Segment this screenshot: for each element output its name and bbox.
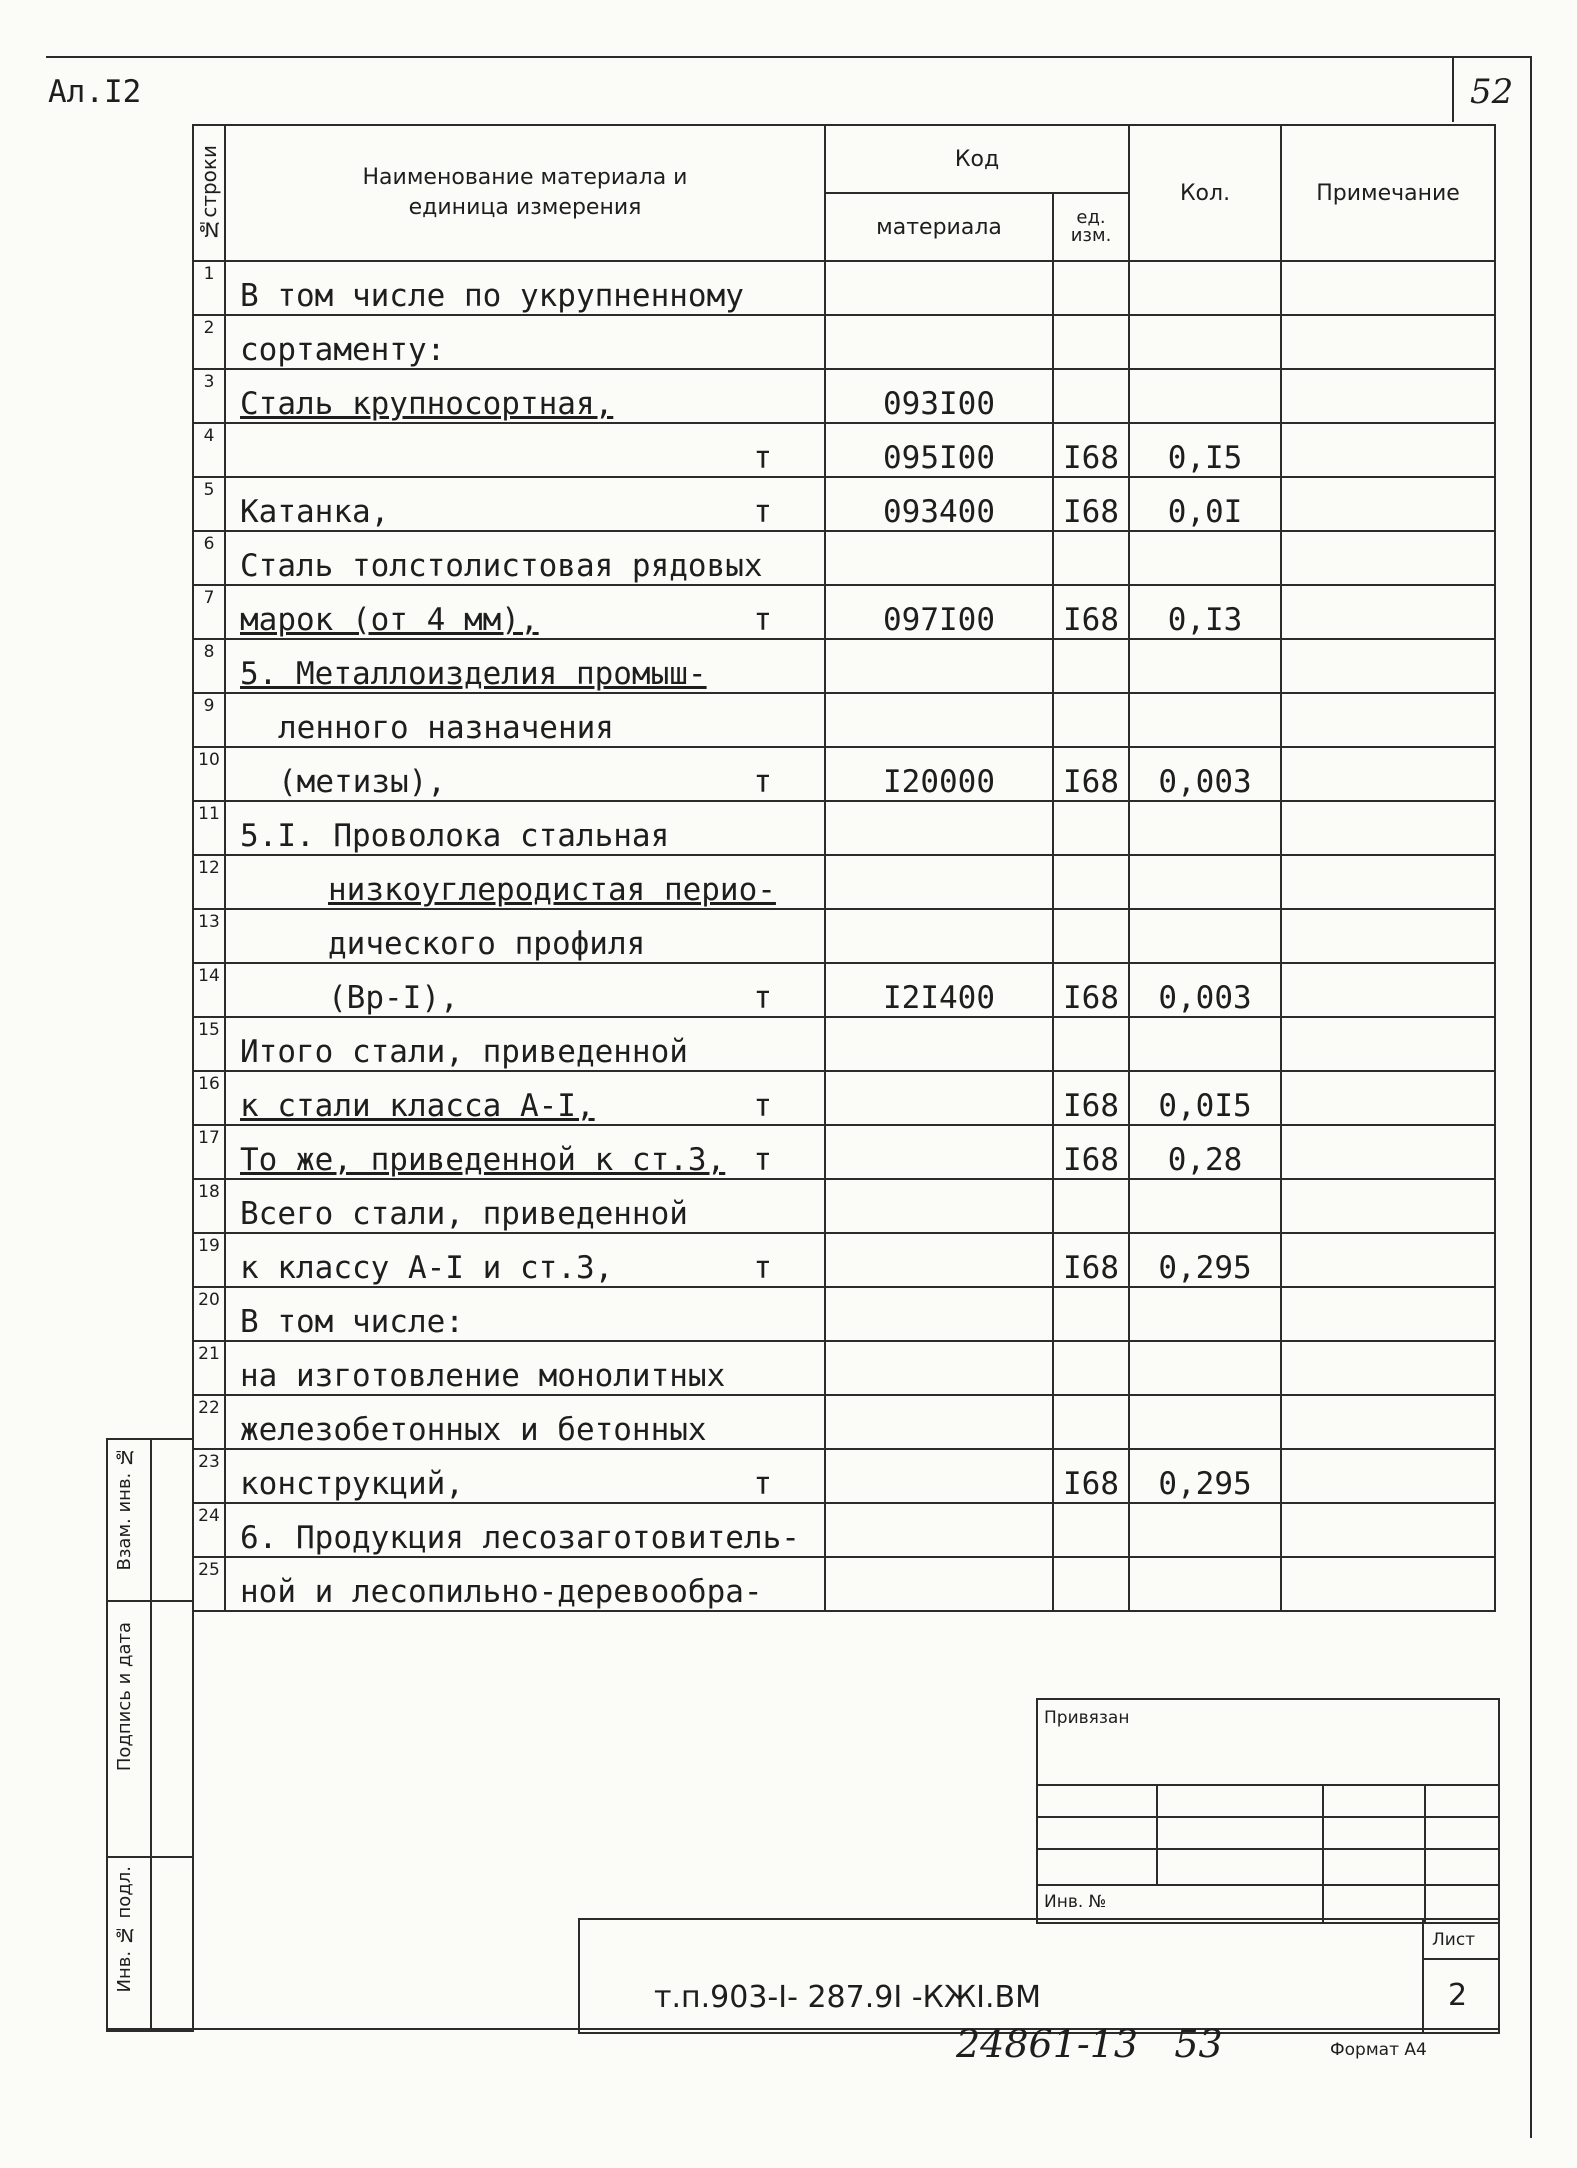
- unit-t-text: т: [753, 980, 772, 1016]
- unit-code-cell: [1053, 531, 1129, 585]
- material-name-cell: [225, 963, 825, 1017]
- material-name-text: к стали класса А-I,: [240, 1088, 595, 1124]
- note-cell: [1281, 639, 1495, 693]
- quantity-cell: [1129, 1341, 1281, 1395]
- material-code-cell: [825, 1557, 1053, 1611]
- unit-code-cell: [1053, 693, 1129, 747]
- material-name-cell: [225, 1395, 825, 1449]
- note-cell: [1281, 1341, 1495, 1395]
- table-row: [193, 639, 1495, 693]
- quantity-cell: [1129, 1503, 1281, 1557]
- material-code-cell: [825, 855, 1053, 909]
- note-cell: [1281, 693, 1495, 747]
- note-cell: [1281, 747, 1495, 801]
- table-row: [193, 747, 1495, 801]
- privyazan-block: [1036, 1698, 1500, 1924]
- unit-code-cell: I68: [1053, 1233, 1129, 1287]
- handwritten-number: 24861-13 53: [956, 2022, 1223, 2066]
- unit-t-text: т: [753, 1088, 772, 1124]
- material-code-cell: [825, 1341, 1053, 1395]
- material-name-text: 6. Продукция лесозаготовитель-: [240, 1520, 800, 1556]
- row-number-cell: 20: [193, 1287, 225, 1341]
- unit-t-text: т: [753, 1142, 772, 1178]
- row-number-cell: 19: [193, 1233, 225, 1287]
- note-cell: [1281, 1179, 1495, 1233]
- list-label: Лист: [1432, 1930, 1476, 1950]
- row-number-cell: 6: [193, 531, 225, 585]
- material-name-cell: [225, 855, 825, 909]
- row-number-cell: 21: [193, 1341, 225, 1395]
- table-row: [193, 801, 1495, 855]
- material-code-cell: [825, 1233, 1053, 1287]
- material-code-cell: [825, 1503, 1053, 1557]
- material-code-cell: I2I400: [825, 963, 1053, 1017]
- table-row: [193, 369, 1495, 423]
- table-row: [193, 1071, 1495, 1125]
- material-name-text: Всего стали, приведенной: [240, 1196, 688, 1232]
- unit-t-text: т: [753, 602, 772, 638]
- material-code-cell: [825, 693, 1053, 747]
- material-code-cell: 093I00: [825, 369, 1053, 423]
- material-name-cell: [225, 1503, 825, 1557]
- material-name-cell: [225, 1449, 825, 1503]
- quantity-cell: [1129, 1395, 1281, 1449]
- material-name-text: конструкций,: [240, 1466, 464, 1502]
- note-cell: [1281, 1071, 1495, 1125]
- material-name-cell: [225, 1557, 825, 1611]
- table-row: [193, 585, 1495, 639]
- left-border: [192, 124, 194, 2030]
- table-row: [193, 1125, 1495, 1179]
- table-row: [193, 909, 1495, 963]
- quantity-cell: [1129, 909, 1281, 963]
- table-row: [193, 1017, 1495, 1071]
- material-name-cell: [225, 477, 825, 531]
- material-name-text: Сталь толстолистовая рядовых: [240, 548, 763, 584]
- material-name-cell: [225, 1179, 825, 1233]
- material-code-cell: [825, 1125, 1053, 1179]
- material-name-cell: [225, 801, 825, 855]
- page-mark: 52: [1470, 72, 1514, 112]
- quantity-cell: [1129, 639, 1281, 693]
- quantity-cell: 0,28: [1129, 1125, 1281, 1179]
- table-row: [193, 1287, 1495, 1341]
- unit-code-cell: [1053, 1287, 1129, 1341]
- material-code-cell: [825, 801, 1053, 855]
- inv-podl-label: Инв. № подл.: [114, 1866, 135, 1993]
- unit-t-text: т: [753, 440, 772, 476]
- note-cell: [1281, 585, 1495, 639]
- material-name-cell: [225, 1287, 825, 1341]
- row-number-header: №строки: [193, 125, 225, 261]
- material-name-cell: [225, 423, 825, 477]
- table-row: [193, 855, 1495, 909]
- note-cell: [1281, 1017, 1495, 1071]
- note-cell: [1281, 1125, 1495, 1179]
- unit-code-cell: I68: [1053, 477, 1129, 531]
- row-number-cell: 1: [193, 261, 225, 315]
- material-code-cell: [825, 639, 1053, 693]
- page-mark-divider: [1452, 56, 1454, 122]
- material-name-text: низкоуглеродистая перио-: [328, 872, 776, 908]
- quantity-cell: 0,I3: [1129, 585, 1281, 639]
- material-code-cell: [825, 315, 1053, 369]
- material-name-cell: [225, 261, 825, 315]
- table-row: [193, 261, 1495, 315]
- unit-code-cell: I68: [1053, 1071, 1129, 1125]
- row-number-cell: 12: [193, 855, 225, 909]
- material-name-text: 5.I. Проволока стальная: [240, 818, 670, 854]
- material-name-cell: [225, 747, 825, 801]
- material-code-cell: [825, 909, 1053, 963]
- row-number-cell: 23: [193, 1449, 225, 1503]
- quantity-cell: 0,295: [1129, 1449, 1281, 1503]
- material-code-cell: 097I00: [825, 585, 1053, 639]
- material-name-text: к классу А-I и ст.3,: [240, 1250, 614, 1286]
- row-number-cell: 17: [193, 1125, 225, 1179]
- note-cell: [1281, 477, 1495, 531]
- row-number-cell: 5: [193, 477, 225, 531]
- material-name-text: на изготовление монолитных: [240, 1358, 726, 1394]
- material-name-text: (Вр-I),: [328, 980, 459, 1016]
- material-name-text: сортаменту:: [240, 332, 446, 368]
- material-name-text: марок (от 4 мм),: [240, 602, 539, 638]
- unit-code-cell: [1053, 1503, 1129, 1557]
- name-header: Наименование материала и единица измерения: [225, 125, 825, 261]
- note-cell: [1281, 1233, 1495, 1287]
- row-number-cell: 10: [193, 747, 225, 801]
- qty-header: Кол.: [1129, 125, 1281, 261]
- unit-code-cell: I68: [1053, 585, 1129, 639]
- table-row: [193, 423, 1495, 477]
- material-name-text: Сталь крупносортная,: [240, 386, 614, 422]
- table-row: [193, 315, 1495, 369]
- note-cell: [1281, 261, 1495, 315]
- unit-code-cell: I68: [1053, 1449, 1129, 1503]
- material-code-cell: 093400: [825, 477, 1053, 531]
- material-name-cell: [225, 639, 825, 693]
- list-number: 2: [1448, 1978, 1468, 2013]
- material-code-cell: I20000: [825, 747, 1053, 801]
- material-name-text: Катанка,: [240, 494, 390, 530]
- material-name-text: То же, приведенной к ст.3,: [240, 1142, 726, 1178]
- row-number-cell: 4: [193, 423, 225, 477]
- unit-code-cell: [1053, 909, 1129, 963]
- unit-code-cell: [1053, 1395, 1129, 1449]
- quantity-cell: 0,003: [1129, 963, 1281, 1017]
- unit-code-cell: I68: [1053, 963, 1129, 1017]
- quantity-cell: [1129, 1287, 1281, 1341]
- material-name-text: 5. Металлоизделия промыш-: [240, 656, 707, 692]
- table-row: [193, 963, 1495, 1017]
- unit-t-text: т: [753, 1466, 772, 1502]
- note-cell: [1281, 855, 1495, 909]
- vzam-inv-label: Взам. инв. №: [114, 1446, 135, 1571]
- unit-t-text: т: [753, 494, 772, 530]
- code-header: Код: [825, 125, 1129, 193]
- row-number-cell: 2: [193, 315, 225, 369]
- material-code-cell: [825, 1395, 1053, 1449]
- note-cell: [1281, 963, 1495, 1017]
- material-name-text: дического профиля: [328, 926, 646, 962]
- material-name-cell: [225, 1017, 825, 1071]
- material-name-cell: [225, 1233, 825, 1287]
- quantity-cell: 0,0I5: [1129, 1071, 1281, 1125]
- table-row: [193, 477, 1495, 531]
- unit-code-cell: [1053, 639, 1129, 693]
- quantity-cell: [1129, 693, 1281, 747]
- material-name-cell: [225, 585, 825, 639]
- table-row: [193, 1557, 1495, 1611]
- title-block: [578, 1918, 1500, 2034]
- note-cell: [1281, 909, 1495, 963]
- material-name-text: Итого стали, приведенной: [240, 1034, 688, 1070]
- quantity-cell: [1129, 855, 1281, 909]
- document-code: т.п.903-I- 287.9I -КЖI.ВМ: [654, 1980, 1042, 2015]
- note-cell: [1281, 423, 1495, 477]
- row-number-cell: 13: [193, 909, 225, 963]
- note-cell: [1281, 315, 1495, 369]
- table-row: [193, 1233, 1495, 1287]
- note-cell: [1281, 531, 1495, 585]
- material-name-cell: [225, 1071, 825, 1125]
- unit-code-cell: I68: [1053, 747, 1129, 801]
- table-row: [193, 1179, 1495, 1233]
- note-cell: [1281, 1557, 1495, 1611]
- note-header: Примечание: [1281, 125, 1495, 261]
- side-stamp: [106, 1438, 194, 2032]
- format-label: Формат А4: [1330, 2040, 1427, 2060]
- material-name-text: В том числе по укрупненному: [240, 278, 744, 314]
- inv-no-label: Инв. №: [1044, 1892, 1107, 1912]
- podpis-cell: [108, 1602, 194, 1858]
- unit-code-header: ед. изм.: [1053, 193, 1129, 261]
- row-number-cell: 7: [193, 585, 225, 639]
- note-cell: [1281, 1503, 1495, 1557]
- row-number-cell: 24: [193, 1503, 225, 1557]
- row-number-cell: 8: [193, 639, 225, 693]
- material-code-cell: [825, 1071, 1053, 1125]
- table-row: [193, 1341, 1495, 1395]
- quantity-cell: 0,I5: [1129, 423, 1281, 477]
- quantity-cell: [1129, 531, 1281, 585]
- vzam-inv-cell: [108, 1440, 194, 1602]
- sheet-label: Ал.I2: [48, 74, 142, 110]
- material-code-cell: [825, 1017, 1053, 1071]
- unit-code-cell: [1053, 315, 1129, 369]
- quantity-cell: [1129, 315, 1281, 369]
- row-number-cell: 9: [193, 693, 225, 747]
- material-name-text: железобетонных и бетонных: [240, 1412, 707, 1448]
- note-cell: [1281, 1287, 1495, 1341]
- row-number-cell: 22: [193, 1395, 225, 1449]
- material-name-cell: [225, 1125, 825, 1179]
- quantity-cell: [1129, 1557, 1281, 1611]
- material-code-cell: [825, 1287, 1053, 1341]
- quantity-cell: 0,003: [1129, 747, 1281, 801]
- material-name-text: В том числе:: [240, 1304, 464, 1340]
- unit-code-cell: [1053, 1179, 1129, 1233]
- note-cell: [1281, 1395, 1495, 1449]
- note-cell: [1281, 801, 1495, 855]
- unit-code-cell: [1053, 369, 1129, 423]
- quantity-cell: [1129, 1017, 1281, 1071]
- table-row: [193, 531, 1495, 585]
- material-name-cell: [225, 315, 825, 369]
- unit-code-cell: [1053, 855, 1129, 909]
- note-cell: [1281, 369, 1495, 423]
- quantity-cell: 0,295: [1129, 1233, 1281, 1287]
- row-number-cell: 18: [193, 1179, 225, 1233]
- material-code-cell: [825, 261, 1053, 315]
- material-name-cell: [225, 909, 825, 963]
- quantity-cell: 0,0I: [1129, 477, 1281, 531]
- material-code-header: материала: [825, 193, 1053, 261]
- row-number-cell: 14: [193, 963, 225, 1017]
- row-number-cell: 16: [193, 1071, 225, 1125]
- unit-code-cell: [1053, 1557, 1129, 1611]
- material-name-cell: [225, 369, 825, 423]
- material-name-cell: [225, 531, 825, 585]
- quantity-cell: [1129, 801, 1281, 855]
- row-number-cell: 11: [193, 801, 225, 855]
- material-name-cell: [225, 1341, 825, 1395]
- material-name-text: ной и лесопильно-деревообра-: [240, 1574, 763, 1610]
- unit-code-cell: [1053, 261, 1129, 315]
- unit-code-cell: I68: [1053, 423, 1129, 477]
- podpis-label: Подпись и дата: [114, 1622, 135, 1772]
- row-number-cell: 15: [193, 1017, 225, 1071]
- row-number-cell: 25: [193, 1557, 225, 1611]
- unit-code-cell: [1053, 1017, 1129, 1071]
- row-number-cell: 3: [193, 369, 225, 423]
- unit-code-cell: [1053, 801, 1129, 855]
- quantity-cell: [1129, 1179, 1281, 1233]
- unit-t-text: т: [753, 764, 772, 800]
- table-row: [193, 1449, 1495, 1503]
- material-code-cell: [825, 1449, 1053, 1503]
- unit-code-cell: I68: [1053, 1125, 1129, 1179]
- materials-table: [192, 124, 1496, 1612]
- table-row: [193, 1503, 1495, 1557]
- quantity-cell: [1129, 261, 1281, 315]
- quantity-cell: [1129, 369, 1281, 423]
- material-code-cell: [825, 1179, 1053, 1233]
- material-code-cell: [825, 531, 1053, 585]
- table-row: [193, 1395, 1495, 1449]
- material-name-text: ленного назначения: [278, 710, 614, 746]
- unit-code-cell: [1053, 1341, 1129, 1395]
- material-code-cell: 095I00: [825, 423, 1053, 477]
- privyazan-label: Привязан: [1044, 1708, 1130, 1728]
- table-row: [193, 693, 1495, 747]
- material-name-cell: [225, 693, 825, 747]
- material-name-text: (метизы),: [278, 764, 446, 800]
- note-cell: [1281, 1449, 1495, 1503]
- inv-podl-cell: [108, 1858, 194, 2028]
- unit-t-text: т: [753, 1250, 772, 1286]
